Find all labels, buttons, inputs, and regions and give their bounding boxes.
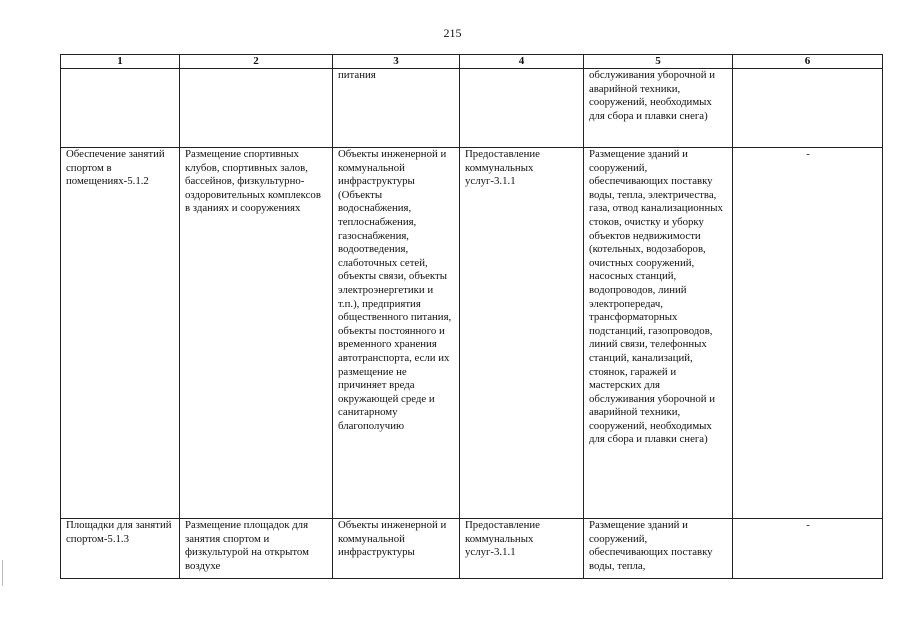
cell-auxiliary-objects [333,519,460,579]
column-header-2: 2 [180,55,333,69]
cell-auxiliary-objects: Объекты инженерной и коммунальной инфраструктуры (Объекты водоснабжения, теплоснабжения, газоснабжения, водоотведения, слаботочных сетей, объекты связи, объекты электроэнергетики и т.п.), предприятия общественного питания, объекты постоянного и временного хранения автотранспорта, если их размещение не причиняет вреда окружающей среде и санитарному благополучию [333,148,460,519]
column-header-3: 3 [333,55,460,69]
cell-description: Размещение спортивных клубов, спортивных залов, бассейнов, физкультурно-оздоровительных комплексов в зданиях и сооружениях [180,148,333,519]
cell-auxiliary-description: обслуживания уборочной и аварийной техники, сооружений, необходимых для сбора и плавки снега) [584,69,733,148]
column-header-5: 5 [584,55,733,69]
cell-zone-type: Обеспечение занятий спортом в помещениях-5.1.2 [61,148,180,519]
cell-description [180,519,333,579]
cell-notes: - [733,148,883,519]
table-row [61,519,883,579]
cell-auxiliary-description [584,519,733,579]
scan-edge-mark [2,560,3,586]
table-row [61,69,883,148]
cell-auxiliary-description: Размещение зданий и сооружений, обеспечивающих поставку воды, тепла, электричества, газа, отвод канализационных стоков, очистку и уборку объектов недвижимости (котельных, водозаборов, очистных сооружений, насосных станций, водопроводов, линий электропередач, трансформаторных подстанций, газопроводов, линий связи, телефонных станций, канализаций, стоянок, гаражей и мастерских для обслуживания уборочной и аварийной техники, сооружений, необходимых для сбора и плавки снега) [584,148,733,519]
cell-text: Предоставление коммунальных услуг-3.1.1 [465,519,540,559]
cell-text: - [806,519,810,531]
cell-auxiliary-type [460,519,584,579]
cell-text: Площадки для занятий спортом-5.1.3 [66,519,172,545]
cell-text: Размещение зданий и сооружений, обеспечивающих поставку воды, тепла, [589,519,713,572]
column-header-1: 1 [61,55,180,69]
cell-notes [733,519,883,579]
cell-notes [733,69,883,148]
page-number: 215 [443,26,462,40]
cell-text: Размещение площадок для занятия спортом и физкультурой на открытом воздухе [185,519,309,572]
table-row [61,148,883,519]
document-table [60,54,883,579]
cell-zone-type [61,69,180,148]
column-header-4: 4 [460,55,584,69]
table-header-row [61,55,883,69]
column-header-6: 6 [733,55,883,69]
cell-auxiliary-type [460,69,584,148]
cell-zone-type [61,519,180,579]
cell-text: Объекты инженерной и коммунальной инфраструктуры [338,519,447,559]
cell-auxiliary-objects: питания [333,69,460,148]
cell-auxiliary-type: Предоставление коммунальных услуг-3.1.1 [460,148,584,519]
cell-description [180,69,333,148]
